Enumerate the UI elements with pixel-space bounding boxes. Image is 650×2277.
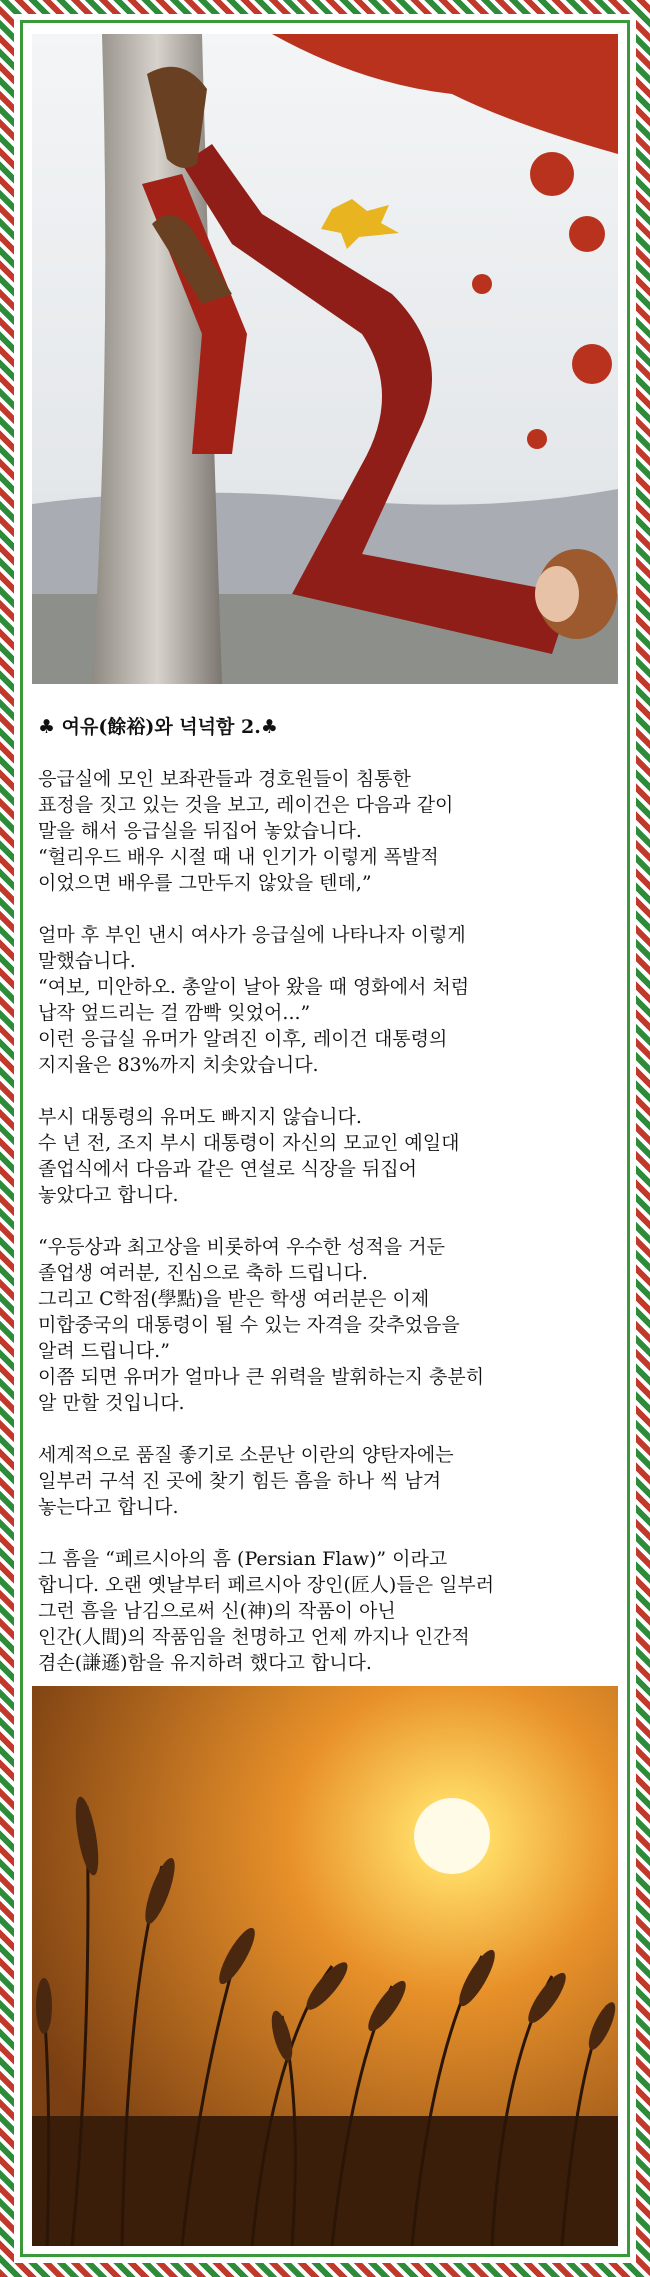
autumn-woman-image <box>32 34 618 684</box>
sunset-reeds-image <box>32 1686 618 2246</box>
article-title: ♣ 여유(餘裕)와 넉넉함 2.♣ <box>38 716 278 738</box>
article-body <box>38 714 614 1754</box>
paragraph: 응급실에 모인 보좌관들과 경호원들이 침통한 표정을 짓고 있는 것을 보고, 레이건은 다음과 같이 말을 해서 응급실을 뒤집어 놓았습니다. “헐리우드 배우 시절 때 내 인기가 이렇게 폭발적 이었으면 배우를 그만두지 않았을 텐데,” <box>38 768 454 894</box>
paragraph: 부시 대통령의 유머도 빠지지 않습니다. 수 년 전, 조지 부시 대통령이 자신의 모교인 예일대 졸업식에서 다음과 같은 연설로 식장을 뒤집어 놓았다고 합니다. <box>38 1106 460 1206</box>
post-card <box>32 30 618 2248</box>
paragraph: 얼마 후 부인 낸시 여사가 응급실에 나타나자 이렇게 말했습니다. “여보, 미안하오. 총알이 날아 왔을 때 영화에서 처럼 납작 엎드리는 걸 깜빡 잊었어...” 이런 응급실 유머가 알려진 이후, 레이건 대통령의 지지율은 83%까지 치솟았습니다. <box>38 924 470 1076</box>
paragraph: “우등상과 최고상을 비롯하여 우수한 성적을 거둔 졸업생 여러분, 진심으로 축하 드립니다. 그리고 C학점(學點)을 받은 학생 여러분은 이제 미합중국의 대통령이 될 수 있는 자격을 갖추었음을 알려 드립니다.” 이쯤 되면 유머가 얼마나 큰 위력을 발휘하는지 충분히 알 만할 것입니다. <box>38 1236 485 1414</box>
paragraph: 세계적으로 품질 좋기로 소문난 이란의 양탄자에는 일부러 구석 진 곳에 찾기 힘든 흠을 하나 씩 남겨 놓는다고 합니다. <box>38 1444 454 1518</box>
paragraph: 그 흠을 “페르시아의 흠 (Persian Flaw)” 이라고 합니다. 오랜 옛날부터 페르시아 장인(匠人)들은 일부러 그런 흠을 남김으로써 신(神)의 작품이 아닌 인간(人間)의 작품임을 천명하고 언제 까지나 인간적 겸손(謙遜)함을 유지하려 했다고 합니다. <box>38 1548 495 1674</box>
